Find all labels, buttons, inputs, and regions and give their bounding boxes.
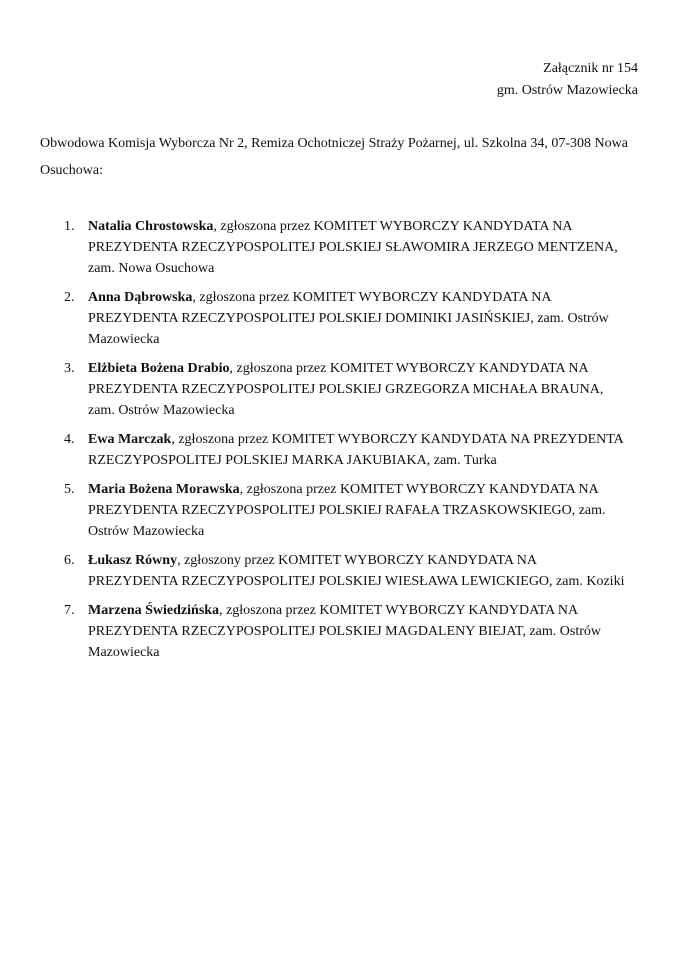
member-entry: [88, 287, 628, 350]
member-name: Anna Dąbrowska: [88, 290, 193, 305]
member-number: 7.: [64, 603, 75, 618]
member-entry: [88, 429, 628, 471]
member-number: 2.: [64, 290, 75, 305]
member-item-3: [64, 358, 638, 421]
member-details: , zgłoszona przez KOMITET WYBORCZY KANDYDATA NA PREZYDENTA RZECZYPOSPOLITEJ POLSKIEJ DOMINIKI JASIŃSKIEJ, zam. Ostrów Mazowiecka: [88, 290, 609, 347]
member-details: , zgłoszona przez KOMITET WYBORCZY KANDYDATA NA PREZYDENTA RZECZYPOSPOLITEJ POLSKIEJ GRZEGORZA MICHAŁA BRAUNA, zam. Ostrów Mazowiecka: [88, 361, 604, 418]
attachment-header: [40, 58, 638, 102]
municipality-line: gm. Ostrów Mazowiecka: [496, 83, 638, 98]
member-name: Natalia Chrostowska: [88, 219, 214, 234]
member-number: 5.: [64, 482, 75, 497]
member-item-2: [64, 287, 638, 350]
member-name: Elżbieta Bożena Drabio: [88, 361, 230, 376]
member-item-1: [64, 216, 638, 279]
member-entry: [88, 216, 628, 279]
member-number: 6.: [64, 553, 75, 568]
members-list: [40, 216, 638, 663]
member-name: Marzena Świedzińska: [88, 603, 220, 618]
member-entry: [88, 479, 628, 542]
member-entry: [88, 600, 628, 663]
member-number: 4.: [64, 432, 75, 447]
member-item-6: [64, 550, 638, 592]
attachment-number-line: Załącznik nr 154: [543, 61, 638, 76]
member-number: 1.: [64, 219, 75, 234]
commission-intro: Obwodowa Komisja Wyborcza Nr 2, Remiza Ochotniczej Straży Pożarnej, ul. Szkolna 34, 07-308 Nowa Osuchowa:: [40, 136, 628, 178]
member-entry: [88, 550, 628, 592]
member-name: Ewa Marczak: [88, 432, 172, 447]
member-item-7: [64, 600, 638, 663]
member-item-5: [64, 479, 638, 542]
member-number: 3.: [64, 361, 75, 376]
member-name: Łukasz Równy: [88, 553, 178, 568]
member-name: Maria Bożena Morawska: [88, 482, 240, 497]
member-details: , zgłoszona przez KOMITET WYBORCZY KANDYDATA NA PREZYDENTA RZECZYPOSPOLITEJ POLSKIEJ SŁAWOMIRA JERZEGO MENTZENA, zam. Nowa Osuchowa: [88, 219, 618, 276]
member-details: , zgłoszona przez KOMITET WYBORCZY KANDYDATA NA PREZYDENTA RZECZYPOSPOLITEJ POLSKIEJ MAGDALENY BIEJAT, zam. Ostrów Mazowiecka: [88, 603, 601, 660]
member-entry: [88, 358, 628, 421]
member-details: , zgłoszony przez KOMITET WYBORCZY KANDYDATA NA PREZYDENTA RZECZYPOSPOLITEJ POLSKIEJ WIESŁAWA LEWICKIEGO, zam. Koziki: [88, 553, 625, 589]
member-item-4: [64, 429, 638, 471]
member-details: , zgłoszona przez KOMITET WYBORCZY KANDYDATA NA PREZYDENTA RZECZYPOSPOLITEJ POLSKIEJ MARKA JAKUBIAKA, zam. Turka: [88, 432, 624, 468]
member-details: , zgłoszona przez KOMITET WYBORCZY KANDYDATA NA PREZYDENTA RZECZYPOSPOLITEJ POLSKIEJ RAFAŁA TRZASKOWSKIEGO, zam. Ostrów Mazowiecka: [88, 482, 606, 539]
